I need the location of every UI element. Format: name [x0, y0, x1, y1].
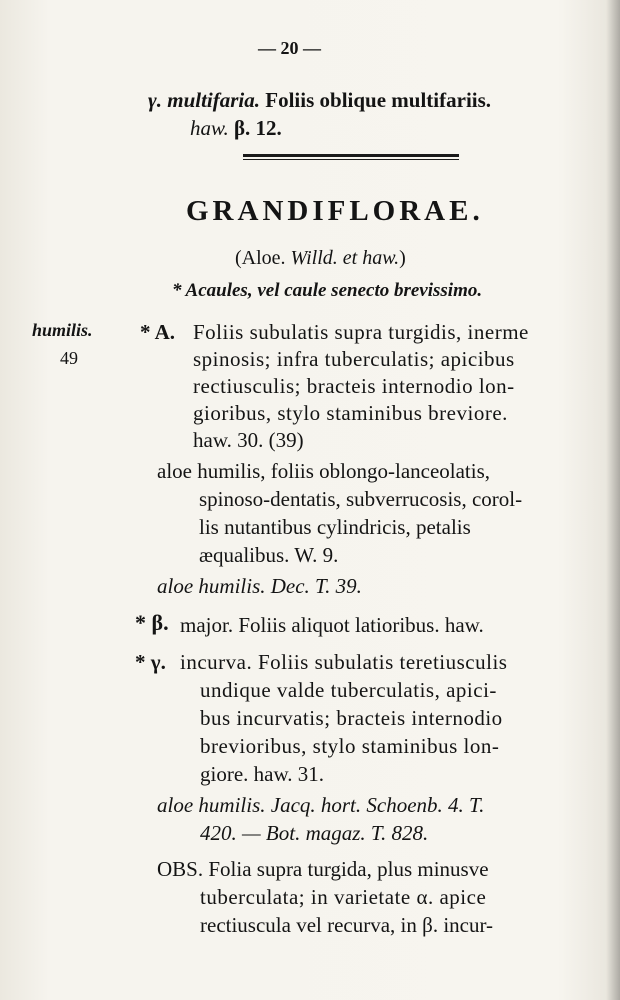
synonym-line: [235, 245, 406, 271]
variety-label: γ. multifaria.: [148, 88, 261, 112]
page-number: — 20 —: [258, 38, 321, 58]
subgroup-heading: * Acaules, vel caule senecto brevissimo.: [172, 280, 483, 301]
variety-description: Foliis oblique multifariis.: [265, 88, 492, 112]
obs-line: OBS. Folia supra turgida, plus minusve: [157, 857, 489, 881]
section-divider-thick: [243, 154, 459, 157]
obs-line: tuberculata; in varietate α. apice: [200, 885, 487, 909]
synonym-close: ): [399, 247, 406, 269]
top-entry-line-1: [148, 87, 491, 113]
gamma-line: undique valde tuberculatis, apici-: [200, 678, 497, 702]
citation-line: 420. — Bot. magaz. T. 828.: [200, 821, 429, 845]
synonym-genus: (Aloe.: [235, 247, 286, 269]
top-entry-line-2: [190, 115, 282, 141]
reference-tail: β. 12.: [233, 116, 282, 140]
margin-species-name: humilis.: [32, 320, 93, 340]
variety-beta-marker: * β.: [135, 610, 169, 635]
entry-a-line: spinosis; infra tuberculatis; apicibus: [193, 347, 515, 371]
citation-line: aloe humilis, foliis oblongo-lanceolatis,: [157, 459, 491, 483]
section-divider-thin: [243, 159, 459, 160]
gamma-line: incurva. Foliis subulatis teretiusculis: [180, 650, 508, 674]
synonym-authors: Willd. et haw.: [290, 247, 400, 269]
page-binding-shadow: [606, 0, 620, 1000]
reference-abbrev: haw.: [190, 116, 229, 140]
section-title: GRANDIFLORAE.: [186, 195, 484, 227]
citation-line: aloe humilis. Jacq. hort. Schoenb. 4. T.: [157, 793, 485, 817]
variety-beta-text: major. Foliis aliquot latioribus. haw.: [180, 613, 484, 637]
aloe-humilis-citation-2: aloe humilis. Dec. T. 39.: [157, 574, 362, 598]
citation-line: spinoso-dentatis, subverrucosis, corol-: [199, 487, 523, 511]
gamma-line: bus incurvatis; bracteis internodio: [200, 706, 503, 730]
entry-a-line: haw. 30. (39): [193, 428, 304, 452]
entry-a-line: Foliis subulatis supra turgidis, inerme: [193, 320, 529, 344]
gamma-line: giore. haw. 31.: [200, 762, 325, 786]
gamma-line: brevioribus, stylo staminibus lon-: [200, 734, 500, 758]
margin-species-number: 49: [60, 348, 78, 368]
citation-line: lis nutantibus cylindricis, petalis: [199, 515, 471, 539]
entry-a-marker: * A.: [140, 320, 176, 344]
entry-a-line: gioribus, stylo staminibus breviore.: [193, 401, 508, 425]
entry-a-line: rectiusculis; bracteis internodio lon-: [193, 374, 515, 398]
citation-line: æqualibus. W. 9.: [199, 543, 339, 567]
obs-line: rectiuscula vel recurva, in β. incur-: [200, 913, 494, 937]
variety-gamma-marker: * γ.: [135, 650, 166, 674]
